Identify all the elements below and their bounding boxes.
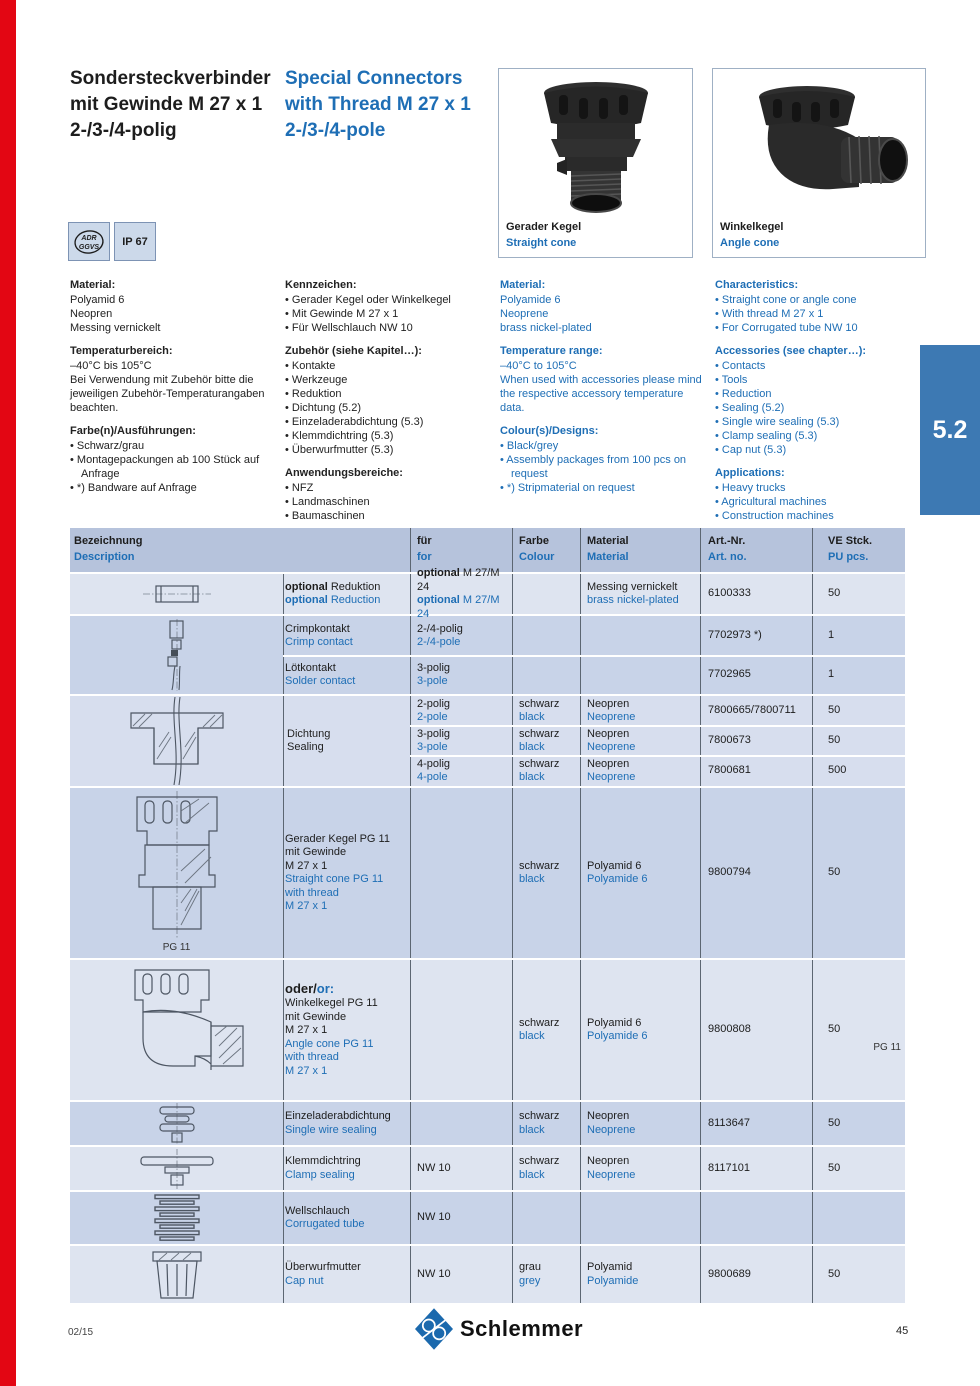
info-line: • Single wire sealing (5.3) <box>715 416 840 428</box>
info-line: • *) Bandware auf Anfrage <box>70 482 197 494</box>
info-line: Neoprene <box>500 308 549 320</box>
column-divider <box>700 1192 701 1244</box>
description-de: Gerader Kegel PG 11 <box>285 832 390 845</box>
article-number-cell: 9800794 <box>708 866 751 879</box>
colour-en: black <box>519 741 545 753</box>
description-cell <box>281 788 408 958</box>
straight-cone-photo <box>521 75 671 220</box>
footer-date: 02/15 <box>68 1327 94 1338</box>
info-line: • Cap nut (5.3) <box>715 444 787 456</box>
schlemmer-logo-icon <box>415 1308 453 1350</box>
column-divider <box>812 528 813 572</box>
info-line: Polyamid 6 <box>70 294 125 306</box>
table-header-col-1 <box>417 533 432 565</box>
info-line: • Klemmdichtring (5.3) <box>285 430 394 442</box>
for-cell <box>410 1246 510 1303</box>
header-label-en: Material <box>587 551 629 563</box>
title-de-line3: 2-/3-/4-polig <box>70 120 177 141</box>
colour-de: schwarz <box>519 697 560 710</box>
description-de: Crimpkontakt <box>285 622 350 635</box>
for-de: 3-polig <box>417 727 451 740</box>
description-cell <box>281 656 408 694</box>
row-divider <box>410 725 905 727</box>
info-line: • Kontakte <box>285 360 336 372</box>
description-en: Clamp sealing <box>285 1168 355 1181</box>
packaging-unit-cell: 50 <box>828 866 841 879</box>
colour-de: schwarz <box>519 1016 560 1029</box>
sealing-section-drawing <box>70 696 283 786</box>
material-en: Polyamide 6 <box>587 1030 648 1042</box>
adr-ggvs-badge <box>68 222 110 261</box>
description-en: Cap nut <box>285 1274 324 1287</box>
info-column-4 <box>715 278 925 523</box>
reduction-sleeve-drawing <box>70 574 283 614</box>
single-wire-sealing-drawing <box>70 1102 283 1145</box>
for-de: 4-polig <box>417 757 451 770</box>
info-section-heading: Kennzeichen: <box>285 279 357 291</box>
description-cell <box>281 960 408 1100</box>
colour-en: black <box>519 1030 545 1042</box>
material-cell <box>580 726 698 756</box>
material-de: Neopren <box>587 1110 630 1122</box>
article-number-cell: 9800808 <box>708 1023 751 1036</box>
for-cell <box>410 656 510 694</box>
straight-cone-drawing <box>70 788 283 958</box>
article-number-cell: 7800665/7800711 <box>708 704 796 717</box>
info-line: • Gerader Kegel oder Winkelkegel <box>285 294 451 306</box>
for-de: optional M 27/M 24 <box>417 567 500 593</box>
table-band-4 <box>70 788 905 960</box>
info-column-3 <box>500 278 710 495</box>
material-cell <box>580 960 698 1100</box>
description-en: optional Reduction <box>285 594 381 606</box>
for-en: 3-pole <box>417 675 448 687</box>
colour-cell <box>512 1147 578 1190</box>
for-en: optional M 27/M 24 <box>417 594 500 620</box>
material-de: Neopren <box>587 757 630 770</box>
row-divider <box>283 655 905 657</box>
for-cell <box>410 1147 510 1190</box>
angle-cone-photo <box>729 75 909 220</box>
info-line: When used with accessories please mind the respective accessory temperature data. <box>500 374 702 414</box>
column-divider <box>410 1102 411 1145</box>
description-de: mit Gewinde <box>285 846 347 858</box>
article-number-cell: 7702973 *) <box>708 629 762 642</box>
info-line: • Tools <box>715 374 748 386</box>
description-de: M 27 x 1 <box>285 1024 328 1037</box>
column-divider <box>700 528 701 572</box>
info-line: • NFZ <box>285 482 314 494</box>
table-band-6 <box>70 1102 905 1147</box>
table-header-col-0 <box>74 533 142 565</box>
info-line: • Reduktion <box>285 388 342 400</box>
description-cell <box>281 1246 408 1303</box>
description-de: mit Gewinde <box>285 1010 347 1023</box>
page-title-english <box>285 66 471 144</box>
colour-de: schwarz <box>519 1110 560 1122</box>
or-label: oder/or: <box>285 980 335 996</box>
description-en: Crimp contact <box>285 636 353 648</box>
article-number-cell: 7800681 <box>708 764 751 777</box>
column-divider <box>410 788 411 958</box>
material-en: Polyamide 6 <box>587 873 648 885</box>
for-cell <box>410 696 510 726</box>
straight-cone-photo-box <box>498 68 693 258</box>
red-edge-bar <box>0 0 16 1386</box>
for-de: 3-polig <box>417 661 451 674</box>
colour-de: schwarz <box>519 859 560 872</box>
info-section-heading: Temperature range: <box>500 345 603 357</box>
description-en: M 27 x 1 <box>285 1064 328 1077</box>
colour-en: black <box>519 873 545 885</box>
for-de: NW 10 <box>417 1267 451 1280</box>
material-en: brass nickel-plated <box>587 594 679 606</box>
description-de: M 27 x 1 <box>285 859 328 872</box>
info-section-heading: Farbe(n)/Ausführungen: <box>70 425 196 437</box>
info-line: –40°C to 105°C <box>500 360 577 372</box>
info-line: • Heavy trucks <box>715 482 786 494</box>
column-divider <box>512 528 513 572</box>
table-header-col-5 <box>828 533 872 565</box>
info-line: • Construction machines <box>715 510 834 522</box>
title-en-line2: with Thread M 27 x 1 <box>285 94 471 115</box>
page-number: 45 <box>896 1325 909 1337</box>
description-en: with thread <box>285 886 339 899</box>
photo-caption-en: Straight cone <box>506 237 577 249</box>
table-band-8 <box>70 1192 905 1246</box>
material-de: Neopren <box>587 697 630 710</box>
header-label-de: Bezeichnung <box>74 535 143 547</box>
for-cell <box>410 567 510 620</box>
info-line: • Dichtung (5.2) <box>285 402 361 414</box>
clamp-sealing-drawing <box>70 1147 283 1190</box>
colour-en: black <box>519 1123 545 1136</box>
info-section-heading: Material: <box>70 279 116 291</box>
description-en: with thread <box>285 1051 339 1064</box>
header-label-de: Art.-Nr. <box>708 535 746 547</box>
for-de: NW 10 <box>417 1161 451 1174</box>
description-en: Single wire sealing <box>285 1123 377 1136</box>
description-cell <box>281 1147 408 1190</box>
description-en: M 27 x 1 <box>285 900 328 912</box>
colour-cell <box>512 756 578 786</box>
for-en: 2-/4-pole <box>417 636 461 648</box>
info-column-2 <box>285 278 495 523</box>
material-en: Neoprene <box>587 1168 636 1181</box>
description-de: Wellschlauch <box>285 1204 350 1217</box>
info-line: Neopren <box>70 308 113 320</box>
photo-caption-de: Gerader Kegel <box>506 221 582 233</box>
colour-cell <box>512 696 578 726</box>
for-de: NW 10 <box>417 1211 451 1224</box>
article-number-cell: 8117101 <box>708 1161 751 1174</box>
packaging-unit-cell: 1 <box>828 668 835 681</box>
description-en: Angle cone PG 11 <box>285 1037 374 1050</box>
material-cell <box>580 696 698 726</box>
info-section-heading: Zubehör (siehe Kapitel…): <box>285 345 422 357</box>
header-label-de: Material <box>587 535 629 547</box>
material-cell <box>580 788 698 958</box>
material-cell <box>580 574 698 614</box>
packaging-unit-cell: 500 <box>828 764 847 777</box>
column-divider <box>410 528 411 572</box>
packaging-unit-cell: 50 <box>828 734 841 747</box>
product-table <box>70 528 905 1305</box>
corrugated-tube-drawing <box>70 1192 283 1244</box>
material-en: Polyamide <box>587 1274 639 1287</box>
colour-cell <box>512 1246 578 1303</box>
info-line: • Assembly packages from 100 pcs on request <box>500 454 687 480</box>
info-line: • Landmaschinen <box>285 496 370 508</box>
colour-de: schwarz <box>519 757 560 770</box>
description-de: Lötkontakt <box>285 661 336 674</box>
info-line: • Black/grey <box>500 440 559 452</box>
header-label-en: for <box>417 551 432 563</box>
description-de: Überwurfmutter <box>285 1261 361 1273</box>
info-line: –40°C bis 105°C <box>70 360 152 372</box>
info-section-heading: Material: <box>500 279 546 291</box>
drawing-size-label: PG 11 <box>873 1042 901 1054</box>
section-tab-label: 5.2 <box>932 415 968 444</box>
title-de-line1: Sondersteckverbinder <box>70 68 271 89</box>
description-cell <box>281 1192 408 1244</box>
article-number-cell: 7800673 <box>708 734 751 747</box>
colour-de: schwarz <box>519 1155 560 1167</box>
ip67-badge <box>114 222 156 261</box>
info-line: • Straight cone or angle cone <box>715 294 857 306</box>
ip67-label: IP 67 <box>122 235 148 248</box>
info-section-heading: Accessories (see chapter…): <box>715 345 867 357</box>
description-en: Corrugated tube <box>285 1218 365 1230</box>
info-line: Bei Verwendung mit Zubehör bitte die jeweiligen Zubehör-Temperaturangaben beachten. <box>70 374 265 414</box>
colour-cell <box>512 788 578 958</box>
title-en-line3: 2-/3-/4-pole <box>285 120 386 141</box>
description-de: Dichtung <box>287 727 331 740</box>
table-band-3 <box>70 696 905 788</box>
article-number-cell: 7702965 <box>708 668 751 681</box>
for-cell <box>410 1192 510 1244</box>
info-line: • *) Stripmaterial on request <box>500 482 635 494</box>
description-de: optional Reduktion <box>285 580 381 593</box>
for-en: 4-pole <box>417 771 448 783</box>
material-de: Messing vernickelt <box>587 580 678 593</box>
info-section-heading: Temperaturbereich: <box>70 345 173 357</box>
description-cell <box>281 616 408 656</box>
info-line: • Contacts <box>715 360 766 372</box>
packaging-unit-cell: 50 <box>828 1161 841 1174</box>
material-en: Neoprene <box>587 741 636 753</box>
table-band-9 <box>70 1246 905 1305</box>
info-line: Polyamide 6 <box>500 294 561 306</box>
description-en: Solder contact <box>285 675 356 687</box>
for-cell <box>410 616 510 656</box>
table-band-1 <box>70 567 905 620</box>
info-line: • Baumaschinen <box>285 510 365 522</box>
article-number-cell: 8113647 <box>708 1116 751 1129</box>
info-section-heading: Colour(s)/Designs: <box>500 425 599 437</box>
info-line: • For Corrugated tube NW 10 <box>715 322 858 334</box>
description-en: Straight cone PG 11 <box>285 873 384 885</box>
material-cell <box>580 1102 698 1145</box>
title-de-line2: mit Gewinde M 27 x 1 <box>70 94 263 115</box>
svg-text:ADR: ADR <box>81 234 97 242</box>
material-de: Neopren <box>587 727 630 740</box>
info-line: • Mit Gewinde M 27 x 1 <box>285 308 399 320</box>
colour-cell <box>512 960 578 1100</box>
for-cell <box>410 726 510 756</box>
info-line: • Agricultural machines <box>715 496 827 508</box>
colour-cell <box>512 1102 578 1145</box>
column-divider <box>580 528 581 572</box>
info-line: • Reduction <box>715 388 772 400</box>
info-line: Messing vernickelt <box>70 322 161 334</box>
column-divider <box>512 574 513 614</box>
brand-name: Schlemmer <box>460 1316 584 1341</box>
header-label-de: Farbe <box>519 535 549 547</box>
material-de: Polyamid <box>587 1261 633 1273</box>
adr-ggvs-icon <box>73 228 105 256</box>
header-label-en: Art. no. <box>708 551 747 563</box>
colour-cell <box>512 726 578 756</box>
info-line: • Sealing (5.2) <box>715 402 785 414</box>
article-number-cell: 6100333 <box>708 587 751 600</box>
table-header-col-3 <box>587 533 629 565</box>
page-title-german <box>70 66 271 144</box>
info-line: • Montagepackungen ab 100 Stück auf Anfrage <box>70 454 260 480</box>
photo-caption-de: Winkelkegel <box>720 221 784 233</box>
material-de: Polyamid 6 <box>587 1016 642 1029</box>
description-de: Winkelkegel PG 11 <box>285 997 378 1010</box>
packaging-unit-cell: 50 <box>828 587 841 600</box>
svg-text:GGVS: GGVS <box>78 243 100 251</box>
column-divider <box>580 1192 581 1244</box>
table-band-5 <box>70 960 905 1102</box>
group-description-cell <box>283 696 410 786</box>
info-line: • Schwarz/grau <box>70 440 145 452</box>
material-cell <box>580 756 698 786</box>
info-section-heading: Applications: <box>715 467 785 479</box>
material-en: Neoprene <box>587 1123 636 1136</box>
info-line: • Werkzeuge <box>285 374 348 386</box>
description-cell <box>281 1102 408 1145</box>
info-line: brass nickel-plated <box>500 322 592 334</box>
packaging-unit-cell: 1 <box>828 629 835 642</box>
info-line: • Für Wellschlauch NW 10 <box>285 322 413 334</box>
colour-en: grey <box>519 1274 541 1287</box>
title-en-line1: Special Connectors <box>285 68 463 89</box>
angle-cone-photo-box <box>712 68 926 258</box>
colour-de: grau <box>519 1261 542 1273</box>
for-en: 3-pole <box>417 741 448 753</box>
info-section-heading: Anwendungsbereiche: <box>285 467 403 479</box>
info-line: • Überwurfmutter (5.3) <box>285 444 394 456</box>
table-header-col-4 <box>708 533 747 565</box>
cap-nut-drawing <box>70 1246 283 1303</box>
column-divider <box>512 1192 513 1244</box>
header-label-en: PU pcs. <box>828 551 869 563</box>
header-label-de: VE Stck. <box>828 535 873 547</box>
colour-en: black <box>519 771 545 783</box>
info-line: • With thread M 27 x 1 <box>715 308 824 320</box>
packaging-unit-cell: 50 <box>828 1023 841 1036</box>
table-band-2 <box>70 616 905 696</box>
header-label-de: für <box>417 535 432 547</box>
angle-cone-drawing <box>70 960 283 1100</box>
info-section-heading: Characteristics: <box>715 279 799 291</box>
material-en: Neoprene <box>587 771 636 783</box>
material-cell <box>580 1147 698 1190</box>
table-band-7 <box>70 1147 905 1192</box>
for-de: 2-polig <box>417 697 451 710</box>
description-de: Einzeladerabdichtung <box>285 1110 391 1122</box>
colour-en: black <box>519 711 545 723</box>
packaging-unit-cell: 50 <box>828 704 841 717</box>
row-divider <box>410 755 905 757</box>
description-en: Sealing <box>287 741 324 753</box>
material-cell <box>580 1246 698 1303</box>
column-divider <box>812 1192 813 1244</box>
material-de: Neopren <box>587 1155 630 1167</box>
photo-caption-en: Angle cone <box>720 237 780 249</box>
description-cell <box>281 574 408 614</box>
packaging-unit-cell: 50 <box>828 1267 841 1280</box>
drawing-size-label: PG 11 <box>162 942 191 954</box>
column-divider <box>410 960 411 1100</box>
table-header-col-2 <box>519 533 554 565</box>
for-cell <box>410 756 510 786</box>
colour-en: black <box>519 1168 545 1181</box>
info-column-1 <box>70 278 280 495</box>
header-label-en: Colour <box>519 551 555 563</box>
colour-de: schwarz <box>519 727 560 740</box>
header-label-en: Description <box>74 551 135 563</box>
for-de: 2-/4-polig <box>417 622 463 635</box>
description-de: Klemmdichtring <box>285 1155 361 1167</box>
packaging-unit-cell: 50 <box>828 1116 841 1129</box>
crimp-contact-drawing <box>70 616 283 694</box>
info-line: • Einzeladerabdichtung (5.3) <box>285 416 424 428</box>
section-tab-5-2 <box>920 345 980 515</box>
article-number-cell: 9800689 <box>708 1267 751 1280</box>
material-de: Polyamid 6 <box>587 859 642 872</box>
material-en: Neoprene <box>587 711 636 723</box>
brand-logo <box>415 1308 583 1350</box>
for-en: 2-pole <box>417 711 448 723</box>
info-line: • Clamp sealing (5.3) <box>715 430 818 442</box>
